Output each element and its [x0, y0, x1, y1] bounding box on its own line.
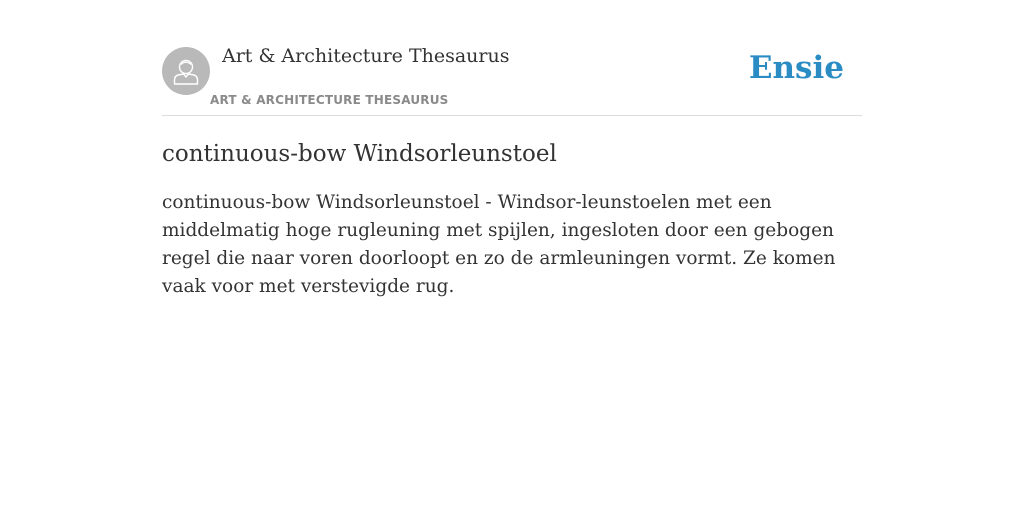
- source-subtitle[interactable]: ART & ARCHITECTURE THESAURUS: [210, 93, 449, 107]
- avatar[interactable]: [162, 47, 210, 95]
- source-title[interactable]: Art & Architecture Thesaurus: [222, 45, 510, 67]
- entry-card: [162, 40, 862, 301]
- entry-title: continuous-bow Windsorleunstoel: [162, 141, 557, 167]
- user-icon: [171, 56, 201, 86]
- entry-header: [162, 40, 862, 116]
- ensie-logo[interactable]: Ensie: [748, 50, 844, 86]
- entry-definition: continuous-bow Windsorleunstoel - Windsor-leunstoelen met een middelmatig hoge rugleuning met spijlen, ingesloten door een gebogen regel die naar voren doorloopt en zo de armleuningen vormt. Ze komen vaak voor met verstevigde rug.: [162, 192, 836, 297]
